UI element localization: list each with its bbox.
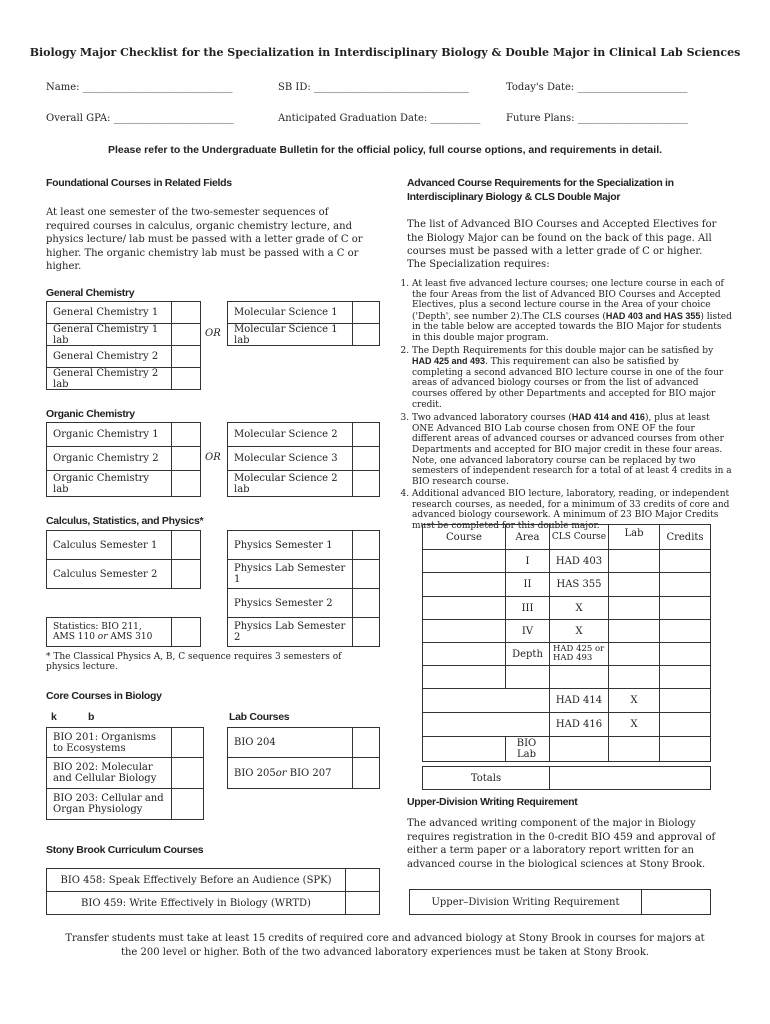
mol-sci-2-grade-box[interactable] [352, 422, 380, 447]
req3-text-a: Two advanced laboratory courses ( [412, 413, 572, 424]
area-1-lab-box[interactable] [608, 549, 660, 573]
gen-chem-2-lab: General Chemistry 2 lab [46, 367, 172, 390]
req2-bold: HAD 425 and 493 [412, 356, 486, 367]
general-chemistry-heading: General Chemistry [46, 287, 135, 299]
physics-2-grade-box[interactable] [352, 588, 380, 618]
bio-459-grade-box[interactable] [345, 891, 380, 915]
mol-sci-3: Molecular Science 3 [227, 446, 353, 471]
org-chem-1: Organic Chemistry 1 [46, 422, 172, 447]
bio-lab-course-box[interactable] [422, 736, 506, 762]
lab-bio-204: BIO 204 [227, 727, 353, 758]
writing-text: The advanced writing component of the major in Biology requires registration in the 0-credit BIO 459 and approval of either a term paper or a laboratory report written for an advanced course in the biological sciences at Stony Brook. [407, 818, 716, 870]
requirement-4: 4. Additional advanced BIO lecture, laboratory, reading, or independent research courses, as needed, for a minimum of 33 credits of core and advanced biology coursework. A minimum of 23 BIO Major Credits must be completed for this double major. [412, 489, 732, 531]
future-plans-field[interactable]: Future Plans: ______________________ [506, 113, 688, 124]
lab-bio-205: BIO 205 [234, 767, 276, 779]
org-chem-2: Organic Chemistry 2 [46, 446, 172, 471]
mol-sci-1-lab: Molecular Science 1 lab [227, 323, 353, 346]
requirements-list [398, 279, 732, 534]
org-chem-lab: Organic Chemistry lab [46, 470, 172, 497]
area-4-credits-box[interactable] [659, 619, 711, 643]
gen-chem-2-grade-box[interactable] [171, 345, 201, 368]
statistics-ams310: AMS 310 [107, 632, 153, 642]
lab-courses-heading: Lab Courses [229, 711, 290, 723]
table-header-cls: CLS Course [549, 524, 609, 550]
depth-credits-box[interactable] [659, 642, 711, 666]
area-4-label: IV [505, 619, 550, 643]
foundational-text: At least one semester of the two-semester sequences of required courses in calculus, organic chemistry lecture, and physics lecture/ lab must be passed with a letter grade of C or higher. The organic chemistry lab must be passed with a C or higher. [46, 207, 363, 272]
area-1-cls: HAD 403 [549, 549, 609, 573]
depth-lab-box[interactable] [608, 642, 660, 666]
totals-label: Totals [422, 766, 550, 790]
totals-box[interactable] [549, 766, 711, 790]
mol-sci-1-lab-grade-box[interactable] [352, 323, 380, 346]
physics-footnote: * The Classical Physics A, B, C sequence requires 3 semesters of physics lecture. [46, 652, 342, 672]
physics-lab-1: Physics Lab Semester 1 [227, 559, 353, 589]
req2-text-c: . This requirement can also be satisfied by completing a second advanced BIO lecture course in one of the four areas of advanced biology courses or from the list of advanced courses offered by other Departments and accepted for BIO major credit. [412, 357, 724, 410]
advanced-text: The list of Advanced BIO Courses and Accepted Electives for the Biology Major can be found on the back of this page. All courses must be passed with a letter grade of C or higher. [407, 219, 717, 257]
lab-row-2-course-box[interactable] [422, 712, 550, 737]
depth-cls-line-1: HAD 425 or [553, 643, 605, 654]
name-field[interactable]: Name: ______________________________ [46, 82, 233, 93]
mol-sci-2: Molecular Science 2 [227, 422, 353, 447]
lab-row-1-cls: HAD 414 [549, 688, 609, 713]
advanced-heading-line-2: Interdisciplinary Biology & CLS Double Major [407, 191, 621, 203]
lab-bio-205-207 [227, 757, 353, 789]
bio-lab-credits-box[interactable] [659, 736, 711, 762]
core-col-b: b [88, 711, 95, 723]
physics-lab-1-grade-box[interactable] [352, 559, 380, 589]
gen-chem-or: OR [205, 328, 221, 339]
sbc-bio-459: BIO 459: Write Effectively in Biology (WRTD) [46, 891, 346, 915]
mol-sci-1: Molecular Science 1 [227, 301, 353, 324]
calculus-1: Calculus Semester 1 [46, 530, 172, 560]
area-3-cls: X [549, 596, 609, 620]
lab-row-1-x: X [608, 688, 660, 713]
req3-text-c: ), plus at least ONE Advanced BIO Lab course chosen from ONE OF the four different areas of advanced courses or advanced courses from other Departments and accepted for BIO major credit in these four areas. Note, one advanced laboratory course can be replaced by two semesters of independent research for a total of at least 4 credits in a BIO research course. [412, 413, 732, 487]
advanced-heading-line-1: Advanced Course Requirements for the Specialization in [407, 177, 674, 189]
area-2-cls: HAS 355 [549, 572, 609, 597]
physics-lab-2-grade-box[interactable] [352, 617, 380, 647]
bio-lab-label: BIO Lab [505, 736, 550, 762]
requirement-3 [412, 412, 732, 487]
requirement-1 [412, 279, 732, 344]
req1-text-c: ) listed in the table below are accepted towards the BIO Major for students in this double major program. [412, 311, 732, 343]
statistics-ams110: AMS 110 [53, 632, 98, 642]
req3-bold: HAD 414 and 416 [571, 412, 645, 423]
statistics-line-2 [53, 632, 152, 642]
bio-205-207-grade-box[interactable] [352, 757, 380, 789]
depth-label: Depth [505, 642, 550, 666]
gen-chem-1: General Chemistry 1 [46, 301, 172, 324]
area-1-course-box[interactable] [422, 549, 506, 573]
core-bio-202: BIO 202: Molecular and Cellular Biology [46, 757, 172, 789]
gen-chem-1-grade-box[interactable] [171, 301, 201, 324]
blank-row-cell-0[interactable] [422, 665, 506, 689]
gpa-field[interactable]: Overall GPA: ________________________ [46, 113, 234, 124]
bio-458-grade-box[interactable] [345, 868, 380, 892]
req1-text-a: At least five advanced lecture courses; one lecture course in each of the four Areas from the list of Advanced BIO Courses and Accepted Electives, plus a second lecture course in the Area of your choice ('Depth', see number 2).The CLS courses ( [412, 279, 724, 322]
calc-stats-physics-heading: Calculus, Statistics, and Physics* [46, 515, 204, 527]
core-bio-201: BIO 201: Organisms to Ecosystems [46, 727, 172, 758]
table-header-course: Course [422, 524, 506, 550]
writing-requirement-box[interactable] [641, 889, 711, 915]
area-4-lab-box[interactable] [608, 619, 660, 643]
area-1-credits-box[interactable] [659, 549, 711, 573]
calculus-2-grade-box[interactable] [171, 559, 201, 589]
lab-row-1-credits-box[interactable] [659, 688, 711, 713]
gen-chem-1-lab: General Chemistry 1 lab [46, 323, 172, 346]
bio-204-grade-box[interactable] [352, 727, 380, 758]
lab-row-1-course-box[interactable] [422, 688, 550, 713]
area-2-lab-box[interactable] [608, 572, 660, 597]
sbc-heading: Stony Brook Curriculum Courses [46, 844, 204, 856]
physics-lab-2: Physics Lab Semester 2 [227, 617, 353, 647]
calculus-2: Calculus Semester 2 [46, 559, 172, 589]
mol-sci-2-lab: Molecular Science 2 lab [227, 470, 353, 497]
blank-row-cell-4[interactable] [659, 665, 711, 689]
bulletin-note: Please refer to the Undergraduate Bulletin for the official policy, full course options, and requirements in detail. [107, 144, 663, 156]
sbc-bio-458: BIO 458: Speak Effectively Before an Audience (SPK) [46, 868, 346, 892]
org-chem-2-grade-box[interactable] [171, 446, 201, 471]
lab-row-2-credits-box[interactable] [659, 712, 711, 737]
area-2-credits-box[interactable] [659, 572, 711, 597]
calculus-1-grade-box[interactable] [171, 530, 201, 560]
area-2-label: II [505, 572, 550, 597]
todays-date-field[interactable]: Today's Date: ______________________ [506, 82, 688, 93]
writing-heading: Upper-Division Writing Requirement [407, 796, 578, 808]
physics-1: Physics Semester 1 [227, 530, 353, 560]
area-4-cls: X [549, 619, 609, 643]
bio-201-grade-box[interactable] [171, 727, 204, 758]
area-3-label: III [505, 596, 550, 620]
area-2-course-box[interactable] [422, 572, 506, 597]
lab-row-2-cls: HAD 416 [549, 712, 609, 737]
req1-bold: HAD 403 and HAS 355 [605, 310, 701, 321]
blank-row-cell-3[interactable] [608, 665, 660, 689]
area-3-lab-box[interactable] [608, 596, 660, 620]
org-chem-1-grade-box[interactable] [171, 422, 201, 447]
blank-row-cell-1[interactable] [505, 665, 550, 689]
writing-requirement-label: Upper–Division Writing Requirement [409, 889, 642, 915]
core-courses-heading: Core Courses in Biology [46, 690, 162, 702]
requirement-2 [412, 346, 732, 411]
lab-bio-207: BIO 207 [286, 767, 332, 779]
area-3-course-box[interactable] [422, 596, 506, 620]
blank-row-cell-2[interactable] [549, 665, 609, 689]
organic-chemistry-heading: Organic Chemistry [46, 408, 135, 420]
gen-chem-2-lab-grade-box[interactable] [171, 367, 201, 390]
table-header-lab: Lab [608, 524, 660, 550]
statistics-grade-box[interactable] [171, 617, 201, 647]
statistics-line-1: Statistics: BIO 211, [53, 622, 142, 632]
advanced-heading [407, 176, 674, 204]
statistics-or: or [97, 632, 108, 642]
graduation-date-field[interactable]: Anticipated Graduation Date: __________ [278, 113, 481, 124]
lab-or: or [275, 767, 287, 779]
sbid-field[interactable]: SB ID: _______________________________ [278, 82, 469, 93]
depth-cls-cell [549, 642, 609, 666]
bio-203-grade-box[interactable] [171, 788, 204, 820]
page-title: Biology Major Checklist for the Specialization in Interdisciplinary Biology & Double Major in Clinical Lab Sciences [29, 46, 741, 59]
physics-2: Physics Semester 2 [227, 588, 353, 618]
bio-202-grade-box[interactable] [171, 757, 204, 789]
depth-course-box[interactable] [422, 642, 506, 666]
gen-chem-1-lab-grade-box[interactable] [171, 323, 201, 346]
foundational-heading: Foundational Courses in Related Fields [46, 177, 232, 189]
area-1-label: I [505, 549, 550, 573]
area-3-credits-box[interactable] [659, 596, 711, 620]
depth-cls-line-2: HAD 493 [553, 653, 593, 663]
bio-lab-cls-box[interactable] [549, 736, 609, 762]
statistics-cell [46, 617, 172, 647]
gen-chem-2: General Chemistry 2 [46, 345, 172, 368]
table-header-credits: Credits [659, 524, 711, 550]
org-chem-lab-grade-box[interactable] [171, 470, 201, 497]
area-4-course-box[interactable] [422, 619, 506, 643]
mol-sci-1-grade-box[interactable] [352, 301, 380, 324]
transfer-footer: Transfer students must take at least 15 credits of required core and advanced biology at Stony Brook in courses for majors at the 200 level or higher. Both of the two advanced laboratory experiences must be taken at Stony Brook. [65, 933, 705, 958]
core-bio-203: BIO 203: Cellular and Organ Physiology [46, 788, 172, 820]
physics-1-grade-box[interactable] [352, 530, 380, 560]
lab-row-2-x: X [608, 712, 660, 737]
bio-lab-lab-box[interactable] [608, 736, 660, 762]
mol-sci-3-grade-box[interactable] [352, 446, 380, 471]
org-chem-or: OR [205, 452, 221, 463]
advanced-requires: The Specialization requires: [407, 259, 550, 270]
mol-sci-2-lab-grade-box[interactable] [352, 470, 380, 497]
table-header-area: Area [505, 524, 550, 550]
core-col-k: k [51, 711, 57, 723]
req2-text-a: The Depth Requirements for this double major can be satisfied by [412, 345, 714, 356]
